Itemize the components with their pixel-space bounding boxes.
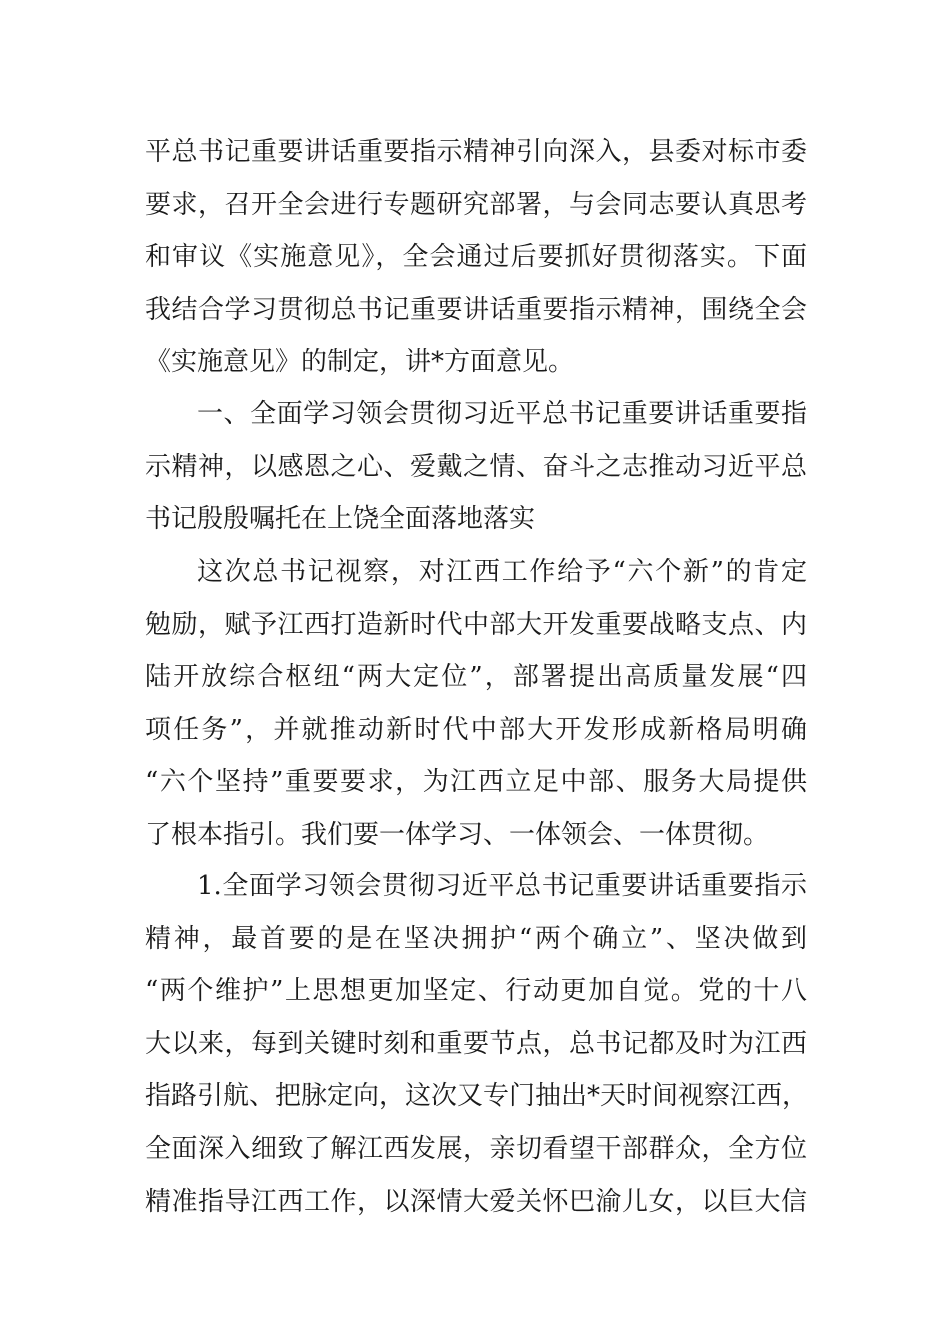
text-line: 平总书记重要讲话重要指示精神引向深入，县委对标市委 [145,137,807,167]
text-line: 示精神，以感恩之心、爱戴之情、奋斗之志推动习近平总 [145,451,807,482]
text-line: 勉励，赋予江西打造新时代中部大开发重要战略支点、内 [145,609,807,640]
text-line: “两个维护”上思想更加坚定、行动更加自觉。党的十八 [145,976,807,1007]
text-line: 大以来，每到关键时刻和重要节点，总书记都及时为江西 [145,1028,807,1059]
text-line: 我结合学习贯彻总书记重要讲话重要指示精神，围绕全会 [145,294,807,325]
text-line: 《实施意见》的制定，讲*方面意见。 [145,347,575,378]
section-heading-1 [145,388,807,546]
text-line: 和审议《实施意见》，全会通过后要抓好贯彻落实。下面 [145,242,807,273]
text-line: 一、全面学习领会贯彻习近平总书记重要讲话重要指 [197,399,807,429]
text-line: 这次总书记视察，对江西工作给予“六个新”的肯定 [197,557,807,587]
text-line: 1.全面学习领会贯彻习近平总书记重要讲话重要指示 [197,871,807,901]
text-line: 精准指导江西工作，以深情大爱关怀巴渝儿女，以巨大信 [145,1186,807,1217]
paragraph-point-1 [145,860,807,1228]
text-line: 要求，召开全会进行专题研究部署，与会同志要认真思考 [145,189,807,220]
text-line: 项任务”，并就推动新时代中部大开发形成新格局明确 [145,714,807,745]
text-line: 陆开放综合枢纽“两大定位”，部署提出高质量发展“四 [145,662,807,693]
text-line: 指路引航、把脉定向，这次又专门抽出*天时间视察江西， [145,1081,809,1112]
paragraph-intro [145,126,807,389]
paragraph-inspection [145,546,807,862]
text-line: 全面深入细致了解江西发展，亲切看望干部群众，全方位 [145,1133,807,1164]
text-line: 精神，最首要的是在坚决拥护“两个确立”、坚决做到 [145,923,807,954]
text-line: “六个坚持”重要要求，为江西立足中部、服务大局提供 [145,767,807,798]
text-line: 了根本指引。我们要一体学习、一体领会、一体贯彻。 [145,819,770,850]
text-line: 书记殷殷嘱托在上饶全面落地落实 [145,504,536,535]
